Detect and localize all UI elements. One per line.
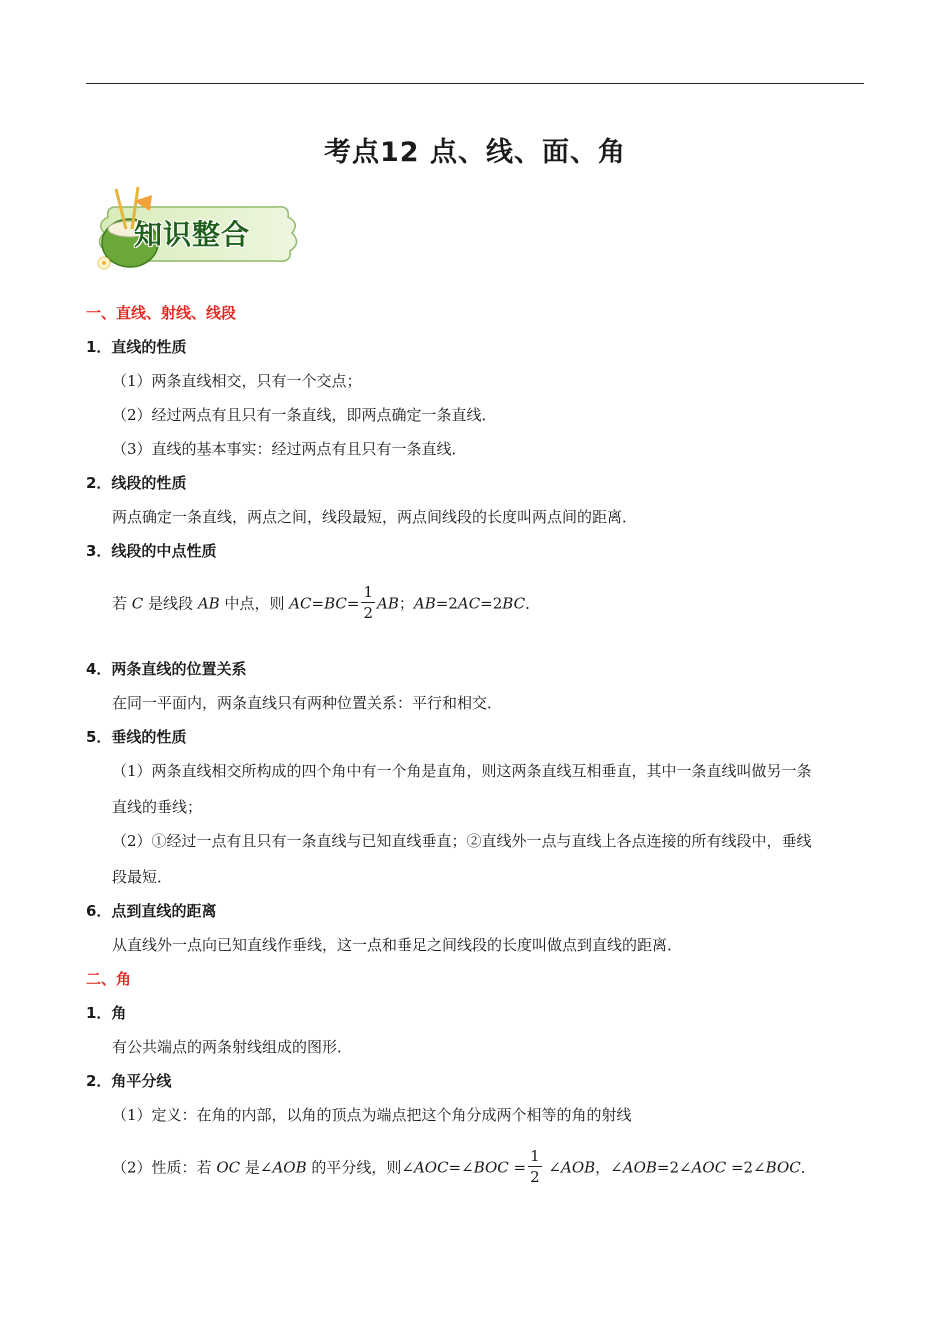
- text-line: （1）两条直线相交所构成的四个角中有一个角是直角，则这两条直线互相垂直，其中一条直线叫做另一条: [112, 762, 812, 780]
- math-var: OC: [216, 1158, 241, 1177]
- math-var: BOC: [765, 1158, 801, 1177]
- text-line: 段最短．: [112, 868, 173, 886]
- text-span: =2: [435, 594, 458, 613]
- knowledge-badge: [86, 185, 306, 277]
- math-expr: AC=BC=: [289, 594, 360, 613]
- heading-segment-properties: 2．线段的性质: [86, 474, 187, 492]
- fraction-half: [528, 1146, 542, 1187]
- text-span: ．: [525, 594, 541, 613]
- fraction-numerator: 1: [363, 583, 373, 601]
- page-title: 考点12 点、线、面、角: [324, 137, 626, 168]
- text-line: 两点确定一条直线，两点之间，线段最短，两点间线段的长度叫两点间的距离．: [112, 508, 638, 526]
- math-var: AB: [377, 594, 399, 613]
- text-span: 的平分线，则∠: [306, 1158, 414, 1177]
- text-span: （2）性质：若: [112, 1158, 217, 1177]
- math-var: AOB: [561, 1158, 596, 1177]
- text-span: ，∠: [595, 1158, 623, 1177]
- text-span: 中点，则: [219, 594, 290, 613]
- math-var: AOC: [413, 1158, 449, 1177]
- math-var: AOB: [622, 1158, 657, 1177]
- bisector-formula: [112, 1148, 816, 1189]
- heading-position-relation: 4．两条直线的位置关系: [86, 660, 247, 678]
- header-rule: [86, 83, 864, 84]
- math-var: AB: [413, 594, 436, 613]
- math-var: AC: [457, 594, 481, 613]
- fraction-denominator: 2: [530, 1168, 540, 1186]
- text-line: 有公共端点的两条射线组成的图形．: [112, 1038, 353, 1056]
- math-var: BC: [502, 594, 526, 613]
- text-span: ；: [398, 594, 414, 613]
- text-line: 在同一平面内，两条直线只有两种位置关系：平行和相交．: [112, 694, 503, 712]
- text-span: =2∠: [656, 1158, 692, 1177]
- math-var: BOC: [473, 1158, 509, 1177]
- text-span: ∠: [543, 1158, 561, 1177]
- text-span: =2∠: [726, 1158, 766, 1177]
- fraction-numerator: 1: [530, 1147, 540, 1165]
- math-var: AB: [197, 594, 220, 613]
- text-line: （1）两条直线相交，只有一个交点；: [112, 372, 362, 390]
- heading-point-line-distance: 6．点到直线的距离: [86, 902, 217, 920]
- text-span: 是∠: [240, 1158, 273, 1177]
- text-line: （2）经过两点有且只有一条直线，即两点确定一条直线．: [112, 406, 497, 424]
- text-span: =∠: [448, 1158, 474, 1177]
- section-heading-1: 一、直线、射线、线段: [86, 304, 237, 322]
- text-line: （1）定义：在角的内部，以角的顶点为端点把这个角分成两个相等的角的射线: [112, 1106, 632, 1124]
- section-heading-2: 二、角: [86, 970, 132, 988]
- heading-midpoint: 3．线段的中点性质: [86, 542, 217, 560]
- fraction-denominator: 2: [363, 604, 373, 622]
- text-line: （3）直线的基本事实：经过两点有且只有一条直线．: [112, 440, 467, 458]
- text-line: 直线的垂线；: [112, 798, 203, 816]
- text-line: （2）①经过一点有且只有一条直线与已知直线垂直；②直线外一点与直线上各点连接的所有线段中，垂线: [112, 832, 812, 850]
- midpoint-formula: [112, 584, 540, 625]
- text-span: 若: [112, 594, 132, 613]
- heading-angle: 1．角: [86, 1004, 127, 1022]
- math-var: AOB: [272, 1158, 307, 1177]
- heading-perpendicular: 5．垂线的性质: [86, 728, 187, 746]
- text-span: =: [508, 1158, 527, 1177]
- text-span: ．: [800, 1158, 816, 1177]
- heading-line-properties: 1．直线的性质: [86, 338, 187, 356]
- heading-angle-bisector: 2．角平分线: [86, 1072, 172, 1090]
- math-var: AOC: [691, 1158, 727, 1177]
- math-var: C: [131, 594, 144, 613]
- text-span: =2: [480, 594, 503, 613]
- text-span: 是线段: [143, 594, 198, 613]
- fraction-half: [361, 582, 375, 623]
- text-line: 从直线外一点向已知直线作垂线，这一点和垂足之间线段的长度叫做点到直线的距离．: [112, 936, 683, 954]
- badge-label: 知识整合: [134, 218, 251, 251]
